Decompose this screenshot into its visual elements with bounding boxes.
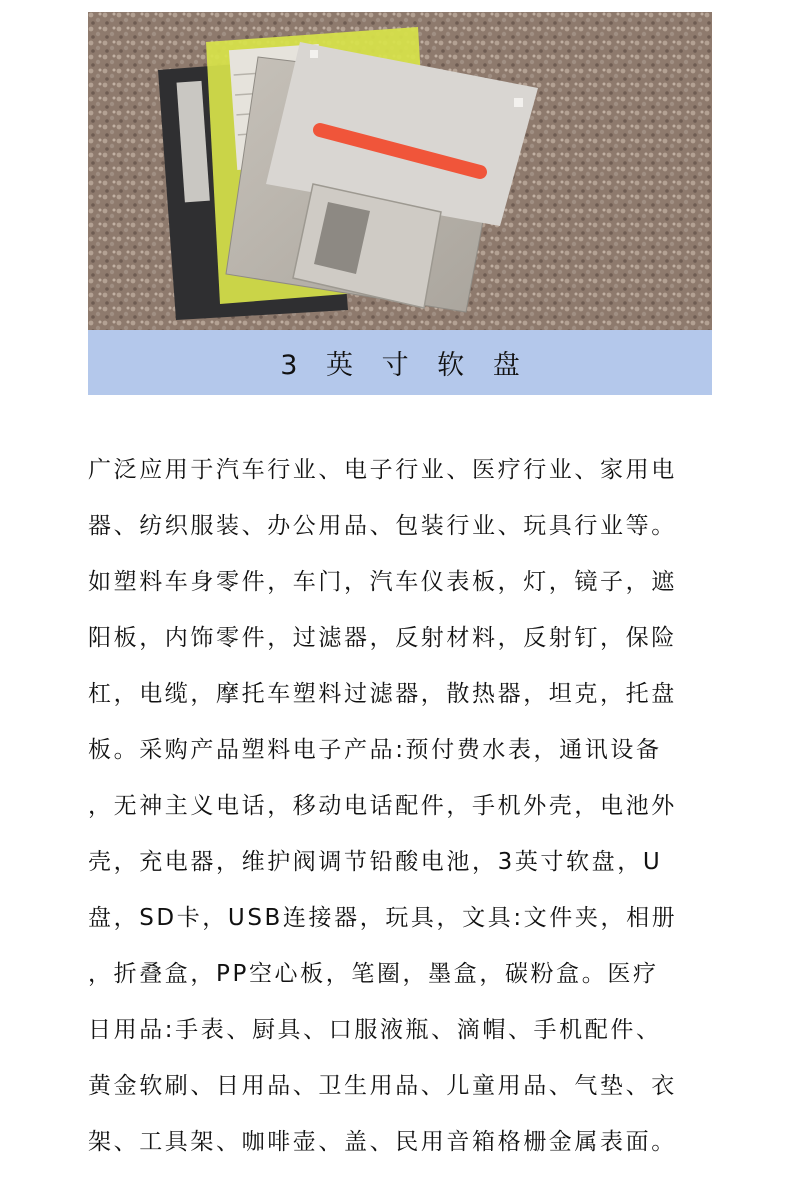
photo-caption: 3 英 寸 软 盘 [280, 350, 530, 381]
article-line: 日用品:手表、厨具、口服液瓶、滴帽、手机配件、 [88, 1017, 662, 1043]
article-line: 广泛应用于汽车行业、电子行业、医疗行业、家用电 [88, 457, 677, 483]
article-line: 器、纺织服装、办公用品、包装行业、玩具行业等。 [88, 513, 677, 539]
floppy-disk-illustration [88, 12, 712, 330]
write-protect-hole [514, 98, 523, 107]
article-line: 黄金软刷、日用品、卫生用品、儿童用品、气垫、衣 [88, 1073, 677, 1099]
article-line: ，折叠盒，PP空心板，笔圈，墨盒，碳粉盒。医疗 [88, 961, 659, 987]
article-line: 阳板，内饰零件，过滤器，反射材料，反射钉，保险 [88, 625, 677, 651]
article-line: ，无神主义电话，移动电话配件，手机外壳，电池外 [88, 793, 677, 819]
density-hole [310, 50, 318, 58]
article-line: 如塑料车身零件，车门，汽车仪表板，灯，镜子，遮 [88, 569, 677, 595]
floppy-disk-photo [88, 12, 712, 330]
article-line: 板。采购产品塑料电子产品:预付费水表，通讯设备 [88, 737, 662, 763]
photo-caption-band [88, 330, 712, 395]
article-body [88, 442, 710, 1170]
article-line: 架、工具架、咖啡壶、盖、民用音箱格栅金属表面。 [88, 1129, 677, 1155]
article-line: 杠，电缆，摩托车塑料过滤器，散热器，坦克，托盘 [88, 681, 677, 707]
article-line: 盘，SD卡，USB连接器，玩具，文具:文件夹，相册 [88, 905, 678, 931]
article-line: 壳，充电器，维护阀调节铅酸电池，3英寸软盘，U [88, 849, 663, 875]
